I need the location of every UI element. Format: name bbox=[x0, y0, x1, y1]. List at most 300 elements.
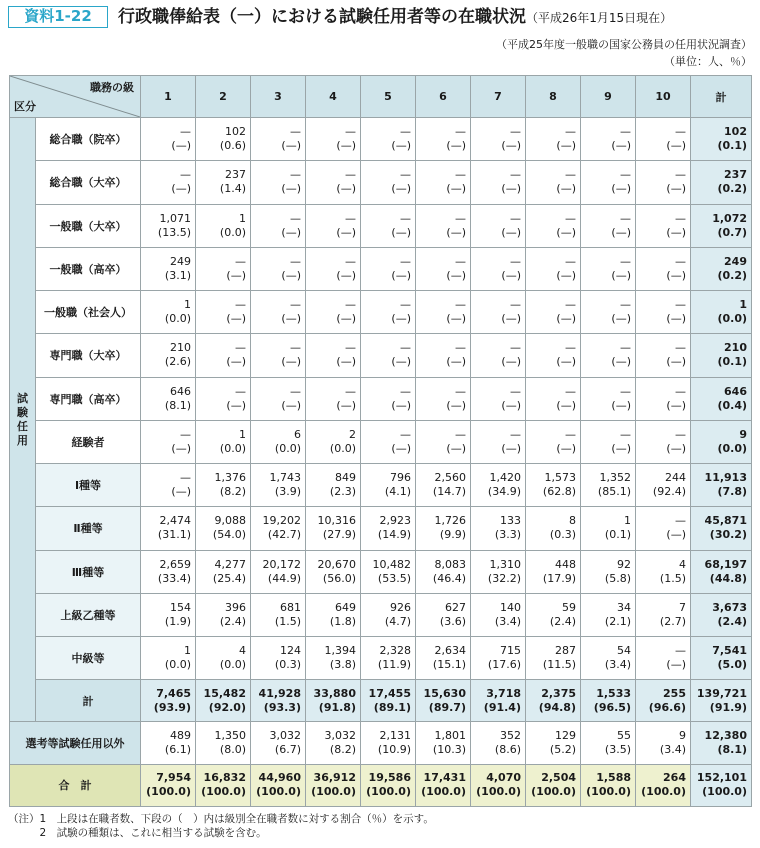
percent-value: (—) bbox=[501, 225, 521, 239]
count-value: — bbox=[675, 125, 686, 139]
data-cell bbox=[416, 637, 471, 680]
count-value: — bbox=[675, 254, 686, 268]
percent-value: (13.5) bbox=[157, 225, 191, 239]
count-value: — bbox=[400, 341, 411, 355]
percent-value: (2.4) bbox=[549, 614, 576, 628]
count-value: 15,482 bbox=[203, 686, 246, 700]
data-cell bbox=[251, 204, 306, 247]
data-cell bbox=[471, 334, 526, 377]
count-value: 19,202 bbox=[262, 514, 301, 528]
count-value: 4,070 bbox=[486, 771, 521, 785]
data-cell bbox=[306, 593, 361, 636]
percent-value: (—) bbox=[281, 225, 301, 239]
percent-value: (—) bbox=[446, 312, 466, 326]
count-value: 3,032 bbox=[269, 729, 301, 743]
count-value: 9,088 bbox=[214, 514, 246, 528]
count-value: 7,541 bbox=[712, 644, 747, 658]
percent-value: (8.2) bbox=[219, 485, 246, 499]
data-cell bbox=[526, 550, 581, 593]
percent-value: (0.0) bbox=[274, 441, 301, 455]
data-cell bbox=[361, 204, 416, 247]
table-row bbox=[10, 420, 752, 463]
count-value: 54 bbox=[617, 644, 631, 658]
data-cell bbox=[196, 161, 251, 204]
data-cell bbox=[526, 377, 581, 420]
percent-value: (—) bbox=[611, 182, 631, 196]
count-value: 140 bbox=[500, 600, 521, 614]
count-value: 4 bbox=[679, 557, 686, 571]
percent-value: (2.6) bbox=[164, 355, 191, 369]
percent-value: (0.0) bbox=[164, 658, 191, 672]
count-value: — bbox=[455, 211, 466, 225]
data-cell bbox=[141, 464, 196, 507]
data-cell bbox=[636, 291, 691, 334]
percent-value: (0.3) bbox=[549, 528, 576, 542]
corner-cell bbox=[10, 76, 141, 118]
percent-value: (—) bbox=[556, 268, 576, 282]
data-cell bbox=[636, 680, 691, 722]
data-cell bbox=[581, 118, 636, 161]
count-value: — bbox=[675, 341, 686, 355]
percent-value: (2.7) bbox=[659, 614, 686, 628]
data-cell bbox=[471, 680, 526, 722]
data-cell bbox=[196, 377, 251, 420]
percent-value: (—) bbox=[171, 441, 191, 455]
percent-value: (100.0) bbox=[201, 785, 246, 799]
total-cell bbox=[691, 680, 752, 722]
percent-value: (8.6) bbox=[494, 743, 521, 757]
percent-value: (0.6) bbox=[219, 139, 246, 153]
percent-value: (—) bbox=[556, 182, 576, 196]
data-cell bbox=[306, 550, 361, 593]
table-row bbox=[10, 161, 752, 204]
total-cell bbox=[691, 118, 752, 161]
percent-value: (—) bbox=[501, 355, 521, 369]
data-cell bbox=[141, 550, 196, 593]
data-cell bbox=[251, 377, 306, 420]
percent-value: (15.1) bbox=[432, 658, 466, 672]
data-cell bbox=[581, 161, 636, 204]
row-label: Ⅰ種等 bbox=[36, 464, 141, 507]
percent-value: (—) bbox=[226, 268, 246, 282]
count-value: 796 bbox=[390, 471, 411, 485]
percent-value: (1.4) bbox=[219, 182, 246, 196]
data-cell bbox=[526, 464, 581, 507]
count-value: — bbox=[345, 341, 356, 355]
count-value: 2,634 bbox=[434, 644, 466, 658]
percent-value: (91.9) bbox=[709, 700, 747, 714]
data-cell bbox=[251, 507, 306, 550]
count-value: — bbox=[455, 254, 466, 268]
count-value: — bbox=[510, 384, 521, 398]
row-label: 選考等試験任用以外 bbox=[10, 722, 141, 764]
data-cell bbox=[251, 550, 306, 593]
count-value: — bbox=[400, 427, 411, 441]
count-value: — bbox=[510, 298, 521, 312]
table-body bbox=[10, 118, 752, 807]
data-cell bbox=[306, 420, 361, 463]
row-label: Ⅲ種等 bbox=[36, 550, 141, 593]
title-date: （平成26年1月15日現在） bbox=[526, 11, 673, 25]
count-value: 6 bbox=[294, 427, 301, 441]
count-value: — bbox=[565, 341, 576, 355]
count-value: — bbox=[180, 125, 191, 139]
percent-value: (—) bbox=[391, 355, 411, 369]
col-header: 10 bbox=[636, 76, 691, 118]
data-cell bbox=[416, 680, 471, 722]
percent-value: (46.4) bbox=[432, 571, 466, 585]
col-header: 1 bbox=[141, 76, 196, 118]
percent-value: (—) bbox=[446, 182, 466, 196]
count-value: 627 bbox=[445, 600, 466, 614]
total-cell bbox=[691, 291, 752, 334]
count-value: — bbox=[565, 298, 576, 312]
data-cell bbox=[361, 764, 416, 806]
data-cell bbox=[251, 334, 306, 377]
count-value: — bbox=[455, 125, 466, 139]
count-value: 20,670 bbox=[317, 557, 356, 571]
data-cell bbox=[471, 637, 526, 680]
row-label: 一般職（大卒） bbox=[36, 204, 141, 247]
percent-value: (6.1) bbox=[164, 743, 191, 757]
data-cell bbox=[636, 377, 691, 420]
data-cell bbox=[196, 118, 251, 161]
percent-value: (100.0) bbox=[702, 785, 747, 799]
percent-value: (—) bbox=[611, 355, 631, 369]
total-cell bbox=[691, 550, 752, 593]
percent-value: (25.4) bbox=[212, 571, 246, 585]
data-cell bbox=[196, 550, 251, 593]
percent-value: (89.1) bbox=[373, 700, 411, 714]
data-cell bbox=[306, 722, 361, 764]
count-value: 1,071 bbox=[159, 211, 191, 225]
data-cell bbox=[196, 334, 251, 377]
table-row bbox=[10, 247, 752, 290]
percent-value: (54.0) bbox=[212, 528, 246, 542]
data-cell bbox=[526, 420, 581, 463]
count-value: 17,431 bbox=[423, 771, 466, 785]
percent-value: (94.8) bbox=[538, 700, 576, 714]
percent-value: (—) bbox=[666, 312, 686, 326]
percent-value: (0.0) bbox=[219, 225, 246, 239]
data-cell bbox=[416, 204, 471, 247]
col-header: 8 bbox=[526, 76, 581, 118]
data-cell bbox=[416, 464, 471, 507]
count-value: 681 bbox=[280, 600, 301, 614]
data-cell bbox=[251, 637, 306, 680]
data-cell bbox=[416, 334, 471, 377]
count-value: 1,801 bbox=[434, 729, 466, 743]
data-cell bbox=[581, 764, 636, 806]
percent-value: (—) bbox=[336, 312, 356, 326]
count-value: 9 bbox=[739, 427, 747, 441]
percent-value: (62.8) bbox=[542, 485, 576, 499]
percent-value: (—) bbox=[666, 225, 686, 239]
percent-value: (—) bbox=[391, 441, 411, 455]
total-cell bbox=[691, 637, 752, 680]
count-value: — bbox=[675, 644, 686, 658]
percent-value: (31.1) bbox=[157, 528, 191, 542]
count-value: — bbox=[290, 211, 301, 225]
col-header: 5 bbox=[361, 76, 416, 118]
percent-value: (—) bbox=[336, 398, 356, 412]
count-value: — bbox=[290, 254, 301, 268]
count-value: — bbox=[675, 168, 686, 182]
col-header: 3 bbox=[251, 76, 306, 118]
percent-value: (—) bbox=[501, 268, 521, 282]
count-value: 8,083 bbox=[434, 557, 466, 571]
percent-value: (—) bbox=[611, 139, 631, 153]
data-cell bbox=[471, 464, 526, 507]
percent-value: (3.9) bbox=[274, 485, 301, 499]
percent-value: (3.5) bbox=[604, 743, 631, 757]
footnotes bbox=[8, 812, 434, 840]
percent-value: (85.1) bbox=[597, 485, 631, 499]
total-cell bbox=[691, 764, 752, 806]
percent-value: (—) bbox=[556, 225, 576, 239]
count-value: — bbox=[290, 384, 301, 398]
data-cell bbox=[471, 550, 526, 593]
count-value: 210 bbox=[170, 341, 191, 355]
count-value: 1,394 bbox=[324, 644, 356, 658]
count-value: 249 bbox=[724, 254, 747, 268]
count-value: — bbox=[290, 341, 301, 355]
row-label: Ⅱ種等 bbox=[36, 507, 141, 550]
data-cell bbox=[526, 161, 581, 204]
data-cell bbox=[636, 593, 691, 636]
corner-category-label: 区分 bbox=[14, 100, 36, 113]
data-cell bbox=[581, 377, 636, 420]
count-value: 448 bbox=[555, 557, 576, 571]
percent-value: (10.3) bbox=[432, 743, 466, 757]
percent-value: (8.2) bbox=[329, 743, 356, 757]
count-value: — bbox=[620, 211, 631, 225]
data-cell bbox=[581, 291, 636, 334]
percent-value: (—) bbox=[226, 355, 246, 369]
count-value: 2,131 bbox=[379, 729, 411, 743]
percent-value: (—) bbox=[501, 182, 521, 196]
unit-note: （単位：人、％） bbox=[664, 55, 752, 68]
percent-value: (—) bbox=[556, 398, 576, 412]
percent-value: (—) bbox=[281, 312, 301, 326]
data-cell bbox=[471, 420, 526, 463]
percent-value: (10.9) bbox=[377, 743, 411, 757]
count-value: 19,586 bbox=[368, 771, 411, 785]
percent-value: (11.9) bbox=[377, 658, 411, 672]
percent-value: (0.0) bbox=[219, 658, 246, 672]
data-cell bbox=[581, 507, 636, 550]
row-label: 総合職（院卒） bbox=[36, 118, 141, 161]
percent-value: (0.2) bbox=[717, 182, 747, 196]
data-table bbox=[9, 75, 752, 807]
count-value: — bbox=[510, 254, 521, 268]
percent-value: (42.7) bbox=[267, 528, 301, 542]
percent-value: (100.0) bbox=[641, 785, 686, 799]
count-value: 20,172 bbox=[262, 557, 301, 571]
count-value: 287 bbox=[555, 644, 576, 658]
percent-value: (—) bbox=[281, 355, 301, 369]
data-cell bbox=[526, 204, 581, 247]
count-value: 1,376 bbox=[214, 471, 246, 485]
count-value: 102 bbox=[724, 125, 747, 139]
data-cell bbox=[361, 637, 416, 680]
count-value: 2,328 bbox=[379, 644, 411, 658]
count-value: — bbox=[620, 125, 631, 139]
data-cell bbox=[251, 291, 306, 334]
percent-value: (—) bbox=[501, 312, 521, 326]
percent-value: (44.9) bbox=[267, 571, 301, 585]
count-value: — bbox=[400, 384, 411, 398]
percent-value: (—) bbox=[556, 312, 576, 326]
percent-value: (—) bbox=[556, 441, 576, 455]
count-value: — bbox=[510, 168, 521, 182]
count-value: — bbox=[565, 168, 576, 182]
data-cell bbox=[141, 764, 196, 806]
count-value: — bbox=[455, 168, 466, 182]
table-row bbox=[10, 507, 752, 550]
data-cell bbox=[526, 507, 581, 550]
percent-value: (—) bbox=[171, 182, 191, 196]
percent-value: (0.0) bbox=[164, 312, 191, 326]
percent-value: (—) bbox=[336, 182, 356, 196]
data-cell bbox=[416, 377, 471, 420]
data-cell bbox=[196, 764, 251, 806]
data-cell bbox=[526, 593, 581, 636]
percent-value: (6.7) bbox=[274, 743, 301, 757]
count-value: — bbox=[620, 254, 631, 268]
count-value: — bbox=[400, 211, 411, 225]
data-cell bbox=[471, 722, 526, 764]
count-value: — bbox=[345, 254, 356, 268]
percent-value: (14.9) bbox=[377, 528, 411, 542]
count-value: 849 bbox=[335, 471, 356, 485]
count-value: 36,912 bbox=[313, 771, 356, 785]
data-cell bbox=[636, 464, 691, 507]
page-header bbox=[8, 6, 752, 30]
percent-value: (0.7) bbox=[717, 225, 747, 239]
data-cell bbox=[471, 247, 526, 290]
count-value: 102 bbox=[225, 125, 246, 139]
count-value: 646 bbox=[170, 384, 191, 398]
total-cell bbox=[691, 334, 752, 377]
col-header: 4 bbox=[306, 76, 361, 118]
percent-value: (—) bbox=[336, 268, 356, 282]
percent-value: (—) bbox=[391, 312, 411, 326]
percent-value: (8.1) bbox=[164, 398, 191, 412]
row-label: 一般職（社会人） bbox=[36, 291, 141, 334]
count-value: 237 bbox=[225, 168, 246, 182]
count-value: 8 bbox=[569, 514, 576, 528]
percent-value: (—) bbox=[556, 355, 576, 369]
data-cell bbox=[526, 118, 581, 161]
count-value: — bbox=[565, 211, 576, 225]
percent-value: (—) bbox=[226, 312, 246, 326]
data-cell bbox=[526, 291, 581, 334]
data-cell bbox=[306, 507, 361, 550]
count-value: — bbox=[675, 298, 686, 312]
data-cell bbox=[251, 593, 306, 636]
percent-value: (5.8) bbox=[604, 571, 631, 585]
data-cell bbox=[471, 593, 526, 636]
percent-value: (—) bbox=[666, 268, 686, 282]
percent-value: (33.4) bbox=[157, 571, 191, 585]
total-cell bbox=[691, 507, 752, 550]
percent-value: (0.4) bbox=[717, 398, 747, 412]
data-cell bbox=[251, 118, 306, 161]
percent-value: (96.5) bbox=[593, 700, 631, 714]
table-row bbox=[10, 118, 752, 161]
percent-value: (89.7) bbox=[428, 700, 466, 714]
count-value: 489 bbox=[170, 729, 191, 743]
count-value: 1,352 bbox=[599, 471, 631, 485]
data-cell bbox=[196, 507, 251, 550]
data-cell bbox=[471, 764, 526, 806]
percent-value: (3.6) bbox=[439, 614, 466, 628]
data-cell bbox=[306, 291, 361, 334]
data-cell bbox=[526, 722, 581, 764]
count-value: 15,630 bbox=[423, 686, 466, 700]
data-cell bbox=[416, 593, 471, 636]
data-cell bbox=[581, 204, 636, 247]
data-cell bbox=[196, 464, 251, 507]
data-cell bbox=[636, 118, 691, 161]
data-cell bbox=[141, 377, 196, 420]
percent-value: (—) bbox=[171, 139, 191, 153]
percent-value: (—) bbox=[611, 398, 631, 412]
count-value: 3,673 bbox=[712, 600, 747, 614]
data-cell bbox=[471, 161, 526, 204]
percent-value: (17.6) bbox=[487, 658, 521, 672]
count-value: 2,560 bbox=[434, 471, 466, 485]
count-value: 1,420 bbox=[489, 471, 521, 485]
data-cell bbox=[581, 593, 636, 636]
percent-value: (0.0) bbox=[717, 312, 747, 326]
count-value: — bbox=[565, 125, 576, 139]
row-label: 中級等 bbox=[36, 637, 141, 680]
count-value: — bbox=[510, 341, 521, 355]
percent-value: (2.3) bbox=[329, 485, 356, 499]
row-label: 合 計 bbox=[10, 764, 141, 806]
data-cell bbox=[141, 291, 196, 334]
percent-value: (91.4) bbox=[483, 700, 521, 714]
percent-value: (—) bbox=[446, 441, 466, 455]
data-cell bbox=[636, 764, 691, 806]
percent-value: (7.8) bbox=[717, 485, 747, 499]
percent-value: (5.2) bbox=[549, 743, 576, 757]
percent-value: (2.4) bbox=[219, 614, 246, 628]
col-header-total: 計 bbox=[691, 76, 752, 118]
row-label: 経験者 bbox=[36, 420, 141, 463]
count-value: — bbox=[180, 427, 191, 441]
count-value: 68,197 bbox=[704, 557, 747, 571]
data-cell bbox=[306, 377, 361, 420]
data-cell bbox=[416, 507, 471, 550]
title-text: 行政職俸給表（一）における試験任用者等の在職状況 bbox=[118, 7, 526, 27]
count-value: 1,573 bbox=[544, 471, 576, 485]
count-value: 7 bbox=[679, 600, 686, 614]
data-cell bbox=[471, 118, 526, 161]
data-cell bbox=[141, 204, 196, 247]
count-value: — bbox=[180, 471, 191, 485]
row-label: 総合職（大卒） bbox=[36, 161, 141, 204]
percent-value: (56.0) bbox=[322, 571, 356, 585]
percent-value: (0.1) bbox=[717, 355, 747, 369]
percent-value: (—) bbox=[666, 139, 686, 153]
table-row bbox=[10, 593, 752, 636]
data-cell bbox=[526, 680, 581, 722]
data-cell bbox=[361, 247, 416, 290]
count-value: 1 bbox=[184, 298, 191, 312]
